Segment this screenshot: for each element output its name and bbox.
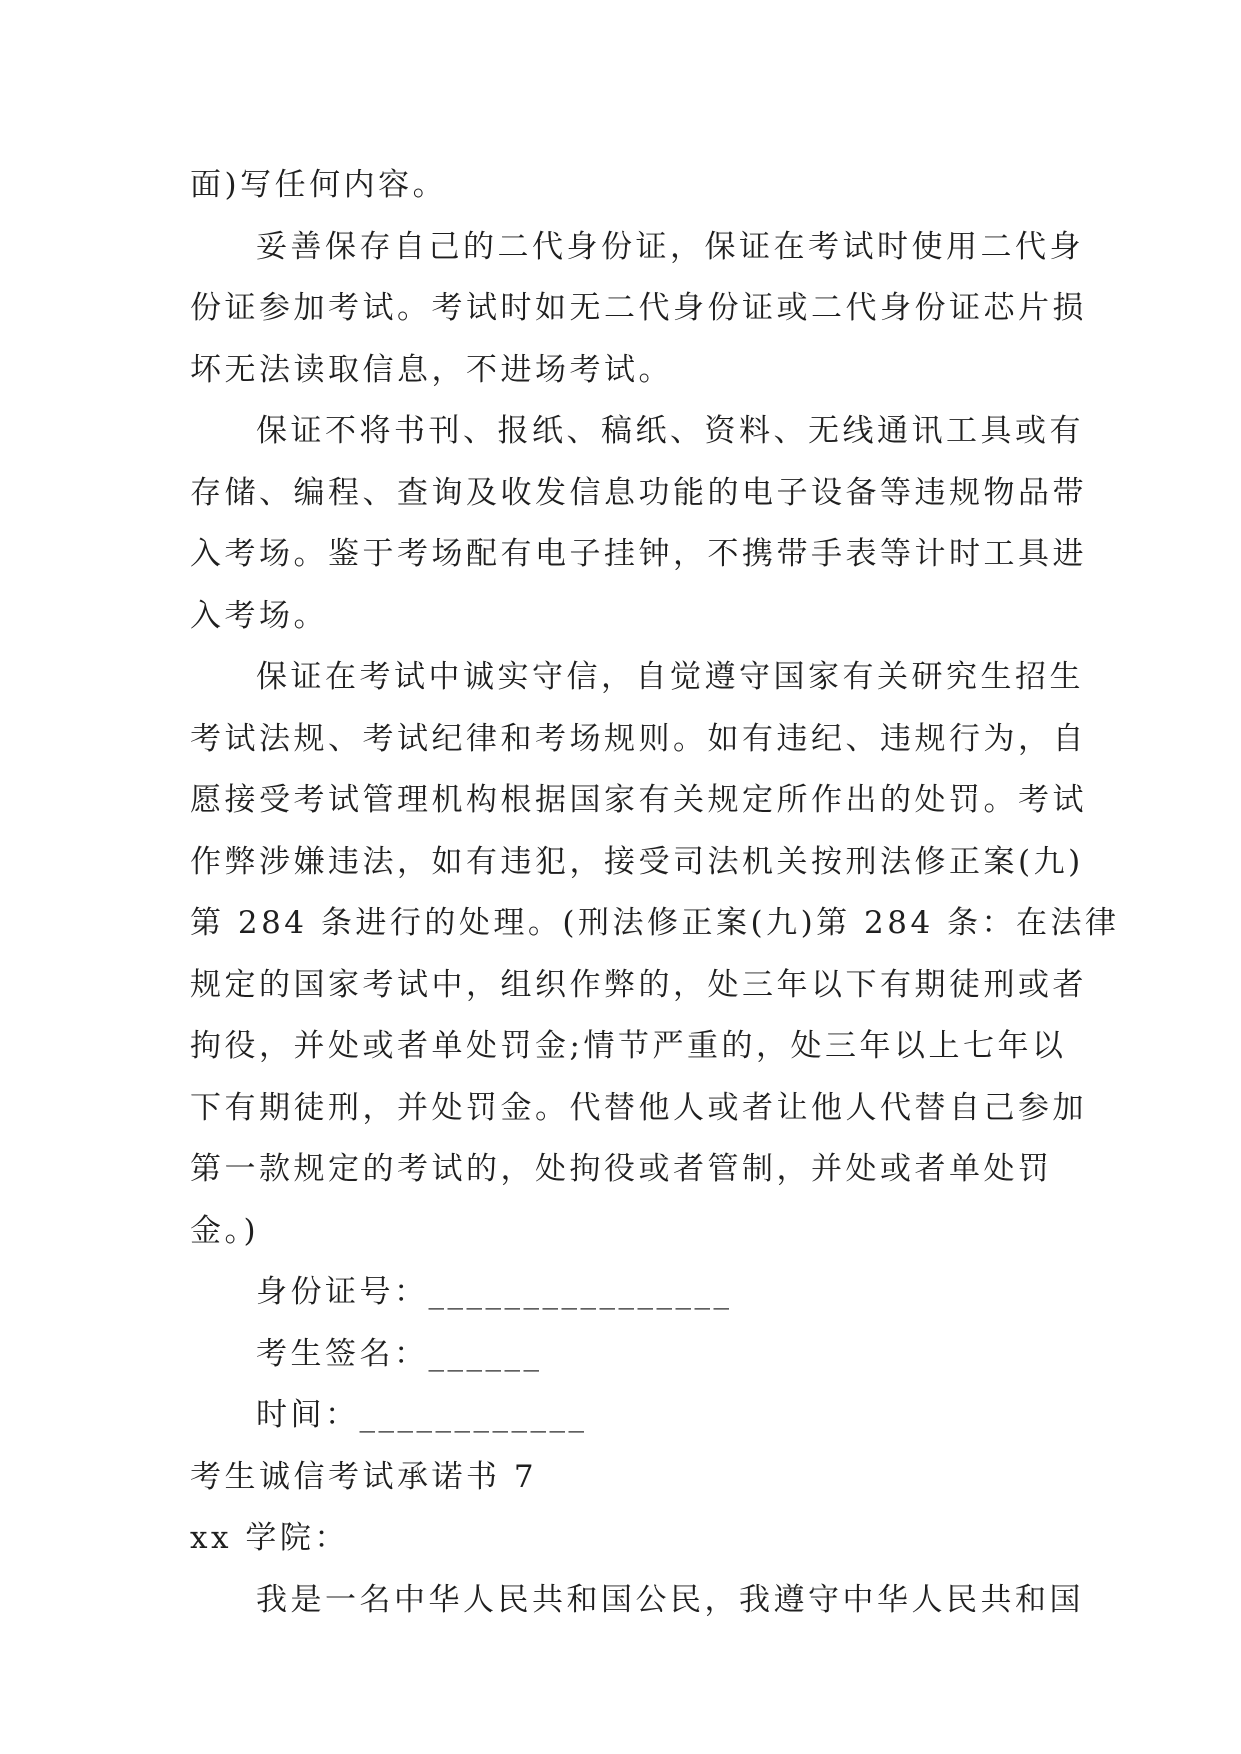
text-line: 入考场。: [190, 597, 328, 634]
salutation: xx 学院：: [190, 1520, 349, 1556]
text-line: 面)写任何内容。: [190, 167, 448, 203]
text-line: 入考场。鉴于考场配有电子挂钟，不携带手表等计时工具进: [190, 536, 1087, 572]
text-line: 规定的国家考试中，组织作弊的，处三年以下有期徒刑或者: [190, 966, 1087, 1003]
paragraph-start-line: 妥善保存自己的二代身份证，保证在考试时使用二代身: [256, 228, 1084, 265]
paragraph-start-line: 我是一名中华人民共和国公民，我遵守中华人民共和国: [256, 1581, 1084, 1618]
text-line: 金。): [190, 1212, 260, 1249]
text-line: 第 284 条进行的处理。(刑法修正案(九)第 284 条：在法律: [190, 905, 1120, 941]
signature-field: 考生签名：______: [256, 1335, 543, 1372]
text-line: 第一款规定的考试的，处拘役或者管制，并处或者单处罚: [190, 1151, 1053, 1187]
paragraph-start-line: 保证在考试中诚实守信，自觉遵守国家有关研究生招生: [256, 659, 1084, 695]
text-line: 下有期徒刑，并处罚金。代替他人或者让他人代替自己参加: [190, 1089, 1087, 1126]
text-line: 考试法规、考试纪律和考场规则。如有违纪、违规行为，自: [190, 720, 1087, 757]
text-line: 拘役，并处或者单处罚金;情节严重的，处三年以上七年以: [190, 1028, 1067, 1064]
document-body: [190, 155, 1120, 1631]
id-number-field: 身份证号：________________: [256, 1274, 733, 1310]
text-line: 愿接受考试管理机构根据国家有关规定所作出的处罚。考试: [190, 782, 1087, 818]
section-title: 考生诚信考试承诺书 7: [190, 1458, 538, 1495]
text-line: 存储、编程、查询及收发信息功能的电子设备等违规物品带: [190, 474, 1087, 511]
text-line: 份证参加考试。考试时如无二代身份证或二代身份证芯片损: [190, 290, 1087, 326]
date-field: 时间：____________: [256, 1397, 588, 1433]
text-line: 作弊涉嫌违法，如有违犯，接受司法机关按刑法修正案(九): [190, 843, 1084, 880]
paragraph-start-line: 保证不将书刊、报纸、稿纸、资料、无线通讯工具或有: [256, 413, 1084, 449]
text-line: 坏无法读取信息，不进场考试。: [190, 351, 673, 388]
